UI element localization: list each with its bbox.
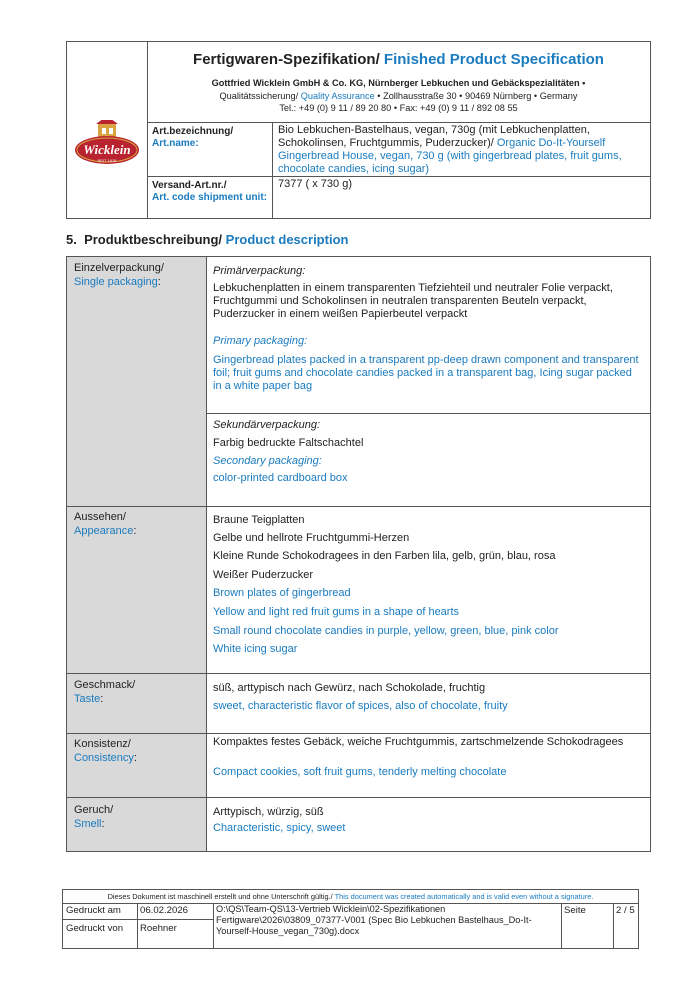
printed-by-value: Roehner [140,923,177,934]
packaging-label-cell [67,257,207,506]
appearance-line-de: Weißer Puderzucker [213,569,314,581]
logo-cell [67,42,148,218]
shipment-code-row [147,176,650,218]
secondary-packaging-heading-en: Secondary packaging: [213,455,322,467]
primary-packaging-heading-de: Primärverpackung: [213,265,306,277]
divider [137,903,138,948]
spec-header [66,41,651,219]
logo-subtext: SEIT 1615 [97,158,117,163]
divider [613,903,614,948]
printed-on-value: 06.02.2026 [140,905,189,916]
appearance-line-de: Braune Teigplatten [213,514,305,526]
smell-text-de: Arttypisch, würzig, süß [213,806,324,818]
appearance-label-cell [67,507,207,673]
secondary-packaging-text-en: color-printed cardboard box [213,472,348,484]
logo-text: Wicklein [83,142,131,157]
appearance-line-en: White icing sugar [213,643,298,655]
divider [561,903,562,948]
page-number: 2 / 5 [616,905,635,916]
primary-packaging-heading-en: Primary packaging: [213,335,308,347]
consistency-label-cell [67,734,207,797]
shipment-code-label: Versand-Art.nr./ Art. code shipment unit: [147,176,273,218]
primary-packaging-cell [207,257,650,413]
appearance-line-en: Brown plates of gingerbread [213,587,351,599]
taste-text-de: süß, arttypisch nach Gewürz, nach Schokolade, fruchtig [213,682,486,694]
primary-packaging-text-en: Gingerbread plates packed in a transparent pp-deep drawn component and transparent foil; fruit gums and chocolate candies packed in a transparent bag, Icing sugar packed in a white paper bag [213,354,639,392]
auto-generated-note: Dieses Dokument ist maschinell erstellt und ohne Unterschrift gültig./ This document was created automatically and is valid even without a signature. [63,890,638,904]
appearance-line-de: Kleine Runde Schokodragees in den Farben lila, gelb, grün, blau, rosa [213,550,556,562]
appearance-label: Aussehen/ Appearance: [74,511,137,537]
file-path: O:\QS\Team-QS\13-Vertrieb Wicklein\02-Spezifikationen Fertigware\2026\03809_07377-V001 (Spec Bio Lebkuchen Bastelhaus_Do-It-Yourself-House_vegan_730g).docx [216,904,532,936]
smell-value-cell [207,798,650,851]
header-title-cell [147,42,650,123]
article-name-value: Bio Lebkuchen-Bastelhaus, vegan, 730g (mit Lebkuchenplatten, Schokolinsen, Fruchtgummis, Puderzucker)/ Organic Do-It-Yourself Gingerbread House, vegan, 730 g (with gingerbread plates, fruit gums, chocolate candies, icing sugar) [278,124,622,175]
document-title: Fertigwaren-Spezifikation/ Finished Product Specification [193,51,604,68]
article-name-label: Art.bezeichnung/ Art.name: [147,122,273,176]
consistency-text-de: Kompaktes festes Gebäck, weiche Fruchtgummis, zartschmelzende Schokodragees [213,736,624,748]
appearance-line-en: Small round chocolate candies in purple, yellow, green, blue, pink color [213,625,559,637]
taste-label: Geschmack/ Taste: [74,679,136,705]
taste-label-cell [67,674,207,733]
secondary-packaging-heading-de: Sekundärverpackung: [213,419,321,431]
smell-label-cell [67,798,207,851]
smell-text-en: Characteristic, spicy, sweet [213,822,346,834]
wicklein-logo [74,120,140,172]
section-heading: 5. Produktbeschreibung/ Product description [66,232,349,247]
consistency-label: Konsistenz/ Consistency: [74,738,137,764]
divider [213,903,214,948]
printed-by-label: Gedruckt von [66,923,124,934]
company-line: Gottfried Wicklein GmbH & Co. KG, Nürnberger Lebkuchen und Gebäckspezialitäten • [211,78,586,88]
product-description-table [66,256,651,852]
article-name-row [147,122,650,177]
smell-label: Geruch/ Smell: [74,804,114,830]
contact-line: Tel.: +49 (0) 9 11 / 89 20 80 • Fax: +49 (0) 9 11 / 892 08 55 [279,103,518,113]
printed-on-label: Gedruckt am [66,905,121,916]
packaging-label: Einzelverpackung/ Single packaging: [74,262,164,288]
appearance-line-de: Gelbe und hellrote Fruchtgummi-Herzen [213,532,410,544]
taste-value-cell [207,674,650,733]
address-line: Qualitätssicherung/ Quality Assurance • Zollhausstraße 30 • 90469 Nürnberg • Germany [219,91,578,101]
document-footer [62,889,639,949]
consistency-text-en: Compact cookies, soft fruit gums, tenderly melting chocolate [213,766,507,778]
shipment-code-value: 7377 ( x 730 g) [278,178,352,190]
page-label: Seite [564,905,586,916]
appearance-value-cell [207,507,650,673]
consistency-value-cell [207,734,650,797]
taste-text-en: sweet, characteristic flavor of spices, also of chocolate, fruity [213,700,508,712]
primary-packaging-text-de: Lebkuchenplatten in einem transparenten Tiefziehteil und neutraler Folie verpackt, Fruchtgummi und Schokolinsen in neutralen transparenten Beuteln verpackt, Puderzucker in einem weißen Papierbeutel verpackt [213,282,613,320]
appearance-line-en: Yellow and light red fruit gums in a shape of hearts [213,606,460,618]
secondary-packaging-text-de: Farbig bedruckte Faltschachtel [213,437,364,449]
divider [63,919,213,920]
secondary-packaging-cell [207,414,650,506]
